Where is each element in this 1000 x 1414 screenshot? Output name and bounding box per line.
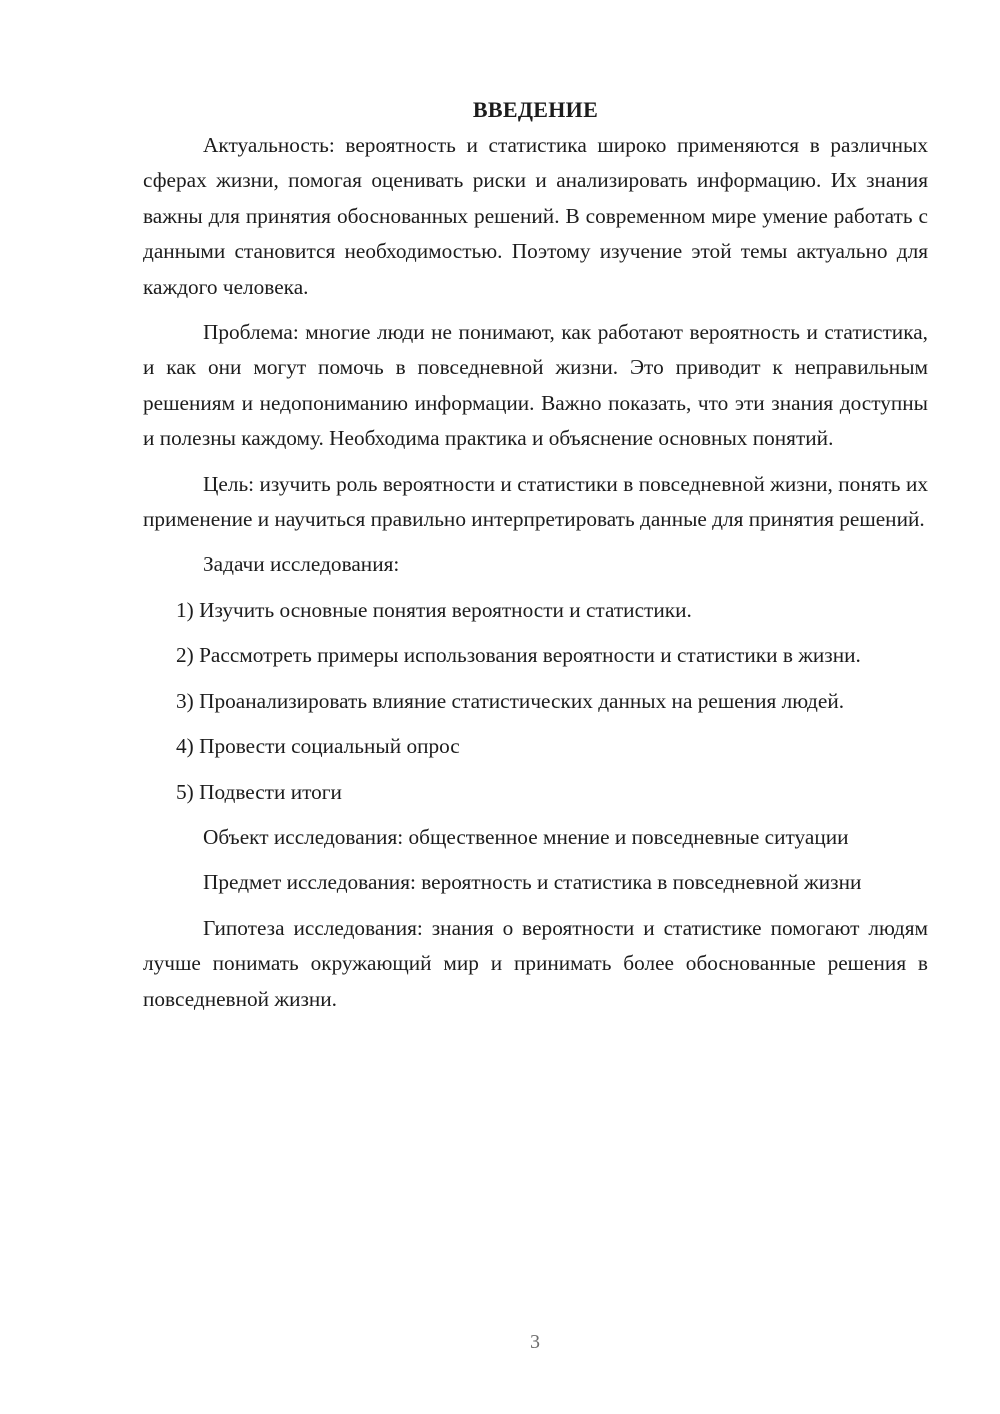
task-item-3: 3) Проанализировать влияние статистических данных на решения людей. <box>176 688 845 713</box>
page-title: ВВЕДЕНИЕ <box>472 97 599 122</box>
tasks-heading: Задачи исследования: <box>203 552 400 577</box>
document-page <box>143 92 928 1027</box>
task-item-5: 5) Подвести итоги <box>176 779 342 804</box>
task-item-1: 1) Изучить основные понятия вероятности и статистики. <box>176 597 692 622</box>
tasks-list <box>143 593 928 810</box>
hypothesis-paragraph: Гипотеза исследования: знания о вероятности и статистике помогают людям лучше понимать окружающий мир и принимать более обоснованные решения в повседневной жизни. <box>143 915 928 1011</box>
object-paragraph: Объект исследования: общественное мнение и повседневные ситуации <box>203 824 849 849</box>
problem-paragraph: Проблема: многие люди не понимают, как работают вероятность и статистика, и как они могут помочь в повседневной жизни. Это приводит к неправильным решениям и недопониманию информации. Важно показать, что эти знания доступны и полезны каждому. Необходима практика и объяснение основных понятий. <box>143 320 928 451</box>
subject-paragraph: Предмет исследования: вероятность и статистика в повседневной жизни <box>203 870 862 895</box>
page-number: 3 <box>530 1331 540 1353</box>
task-item-4: 4) Провести социальный опрос <box>176 734 460 759</box>
goal-paragraph: Цель: изучить роль вероятности и статистики в повседневной жизни, понять их применение и научиться правильно интерпретировать данные для принятия решений. <box>143 471 928 532</box>
relevance-paragraph: Актуальность: вероятность и статистика широко применяются в различных сферах жизни, помогая оценивать риски и анализировать информацию. Их знания важны для принятия обоснованных решений. В современном мире умение работать с данными становится необходимостью. Поэтому изучение этой темы актуально для каждого человека. <box>143 133 928 299</box>
task-item-2: 2) Рассмотреть примеры использования вероятности и статистики в жизни. <box>176 643 861 668</box>
